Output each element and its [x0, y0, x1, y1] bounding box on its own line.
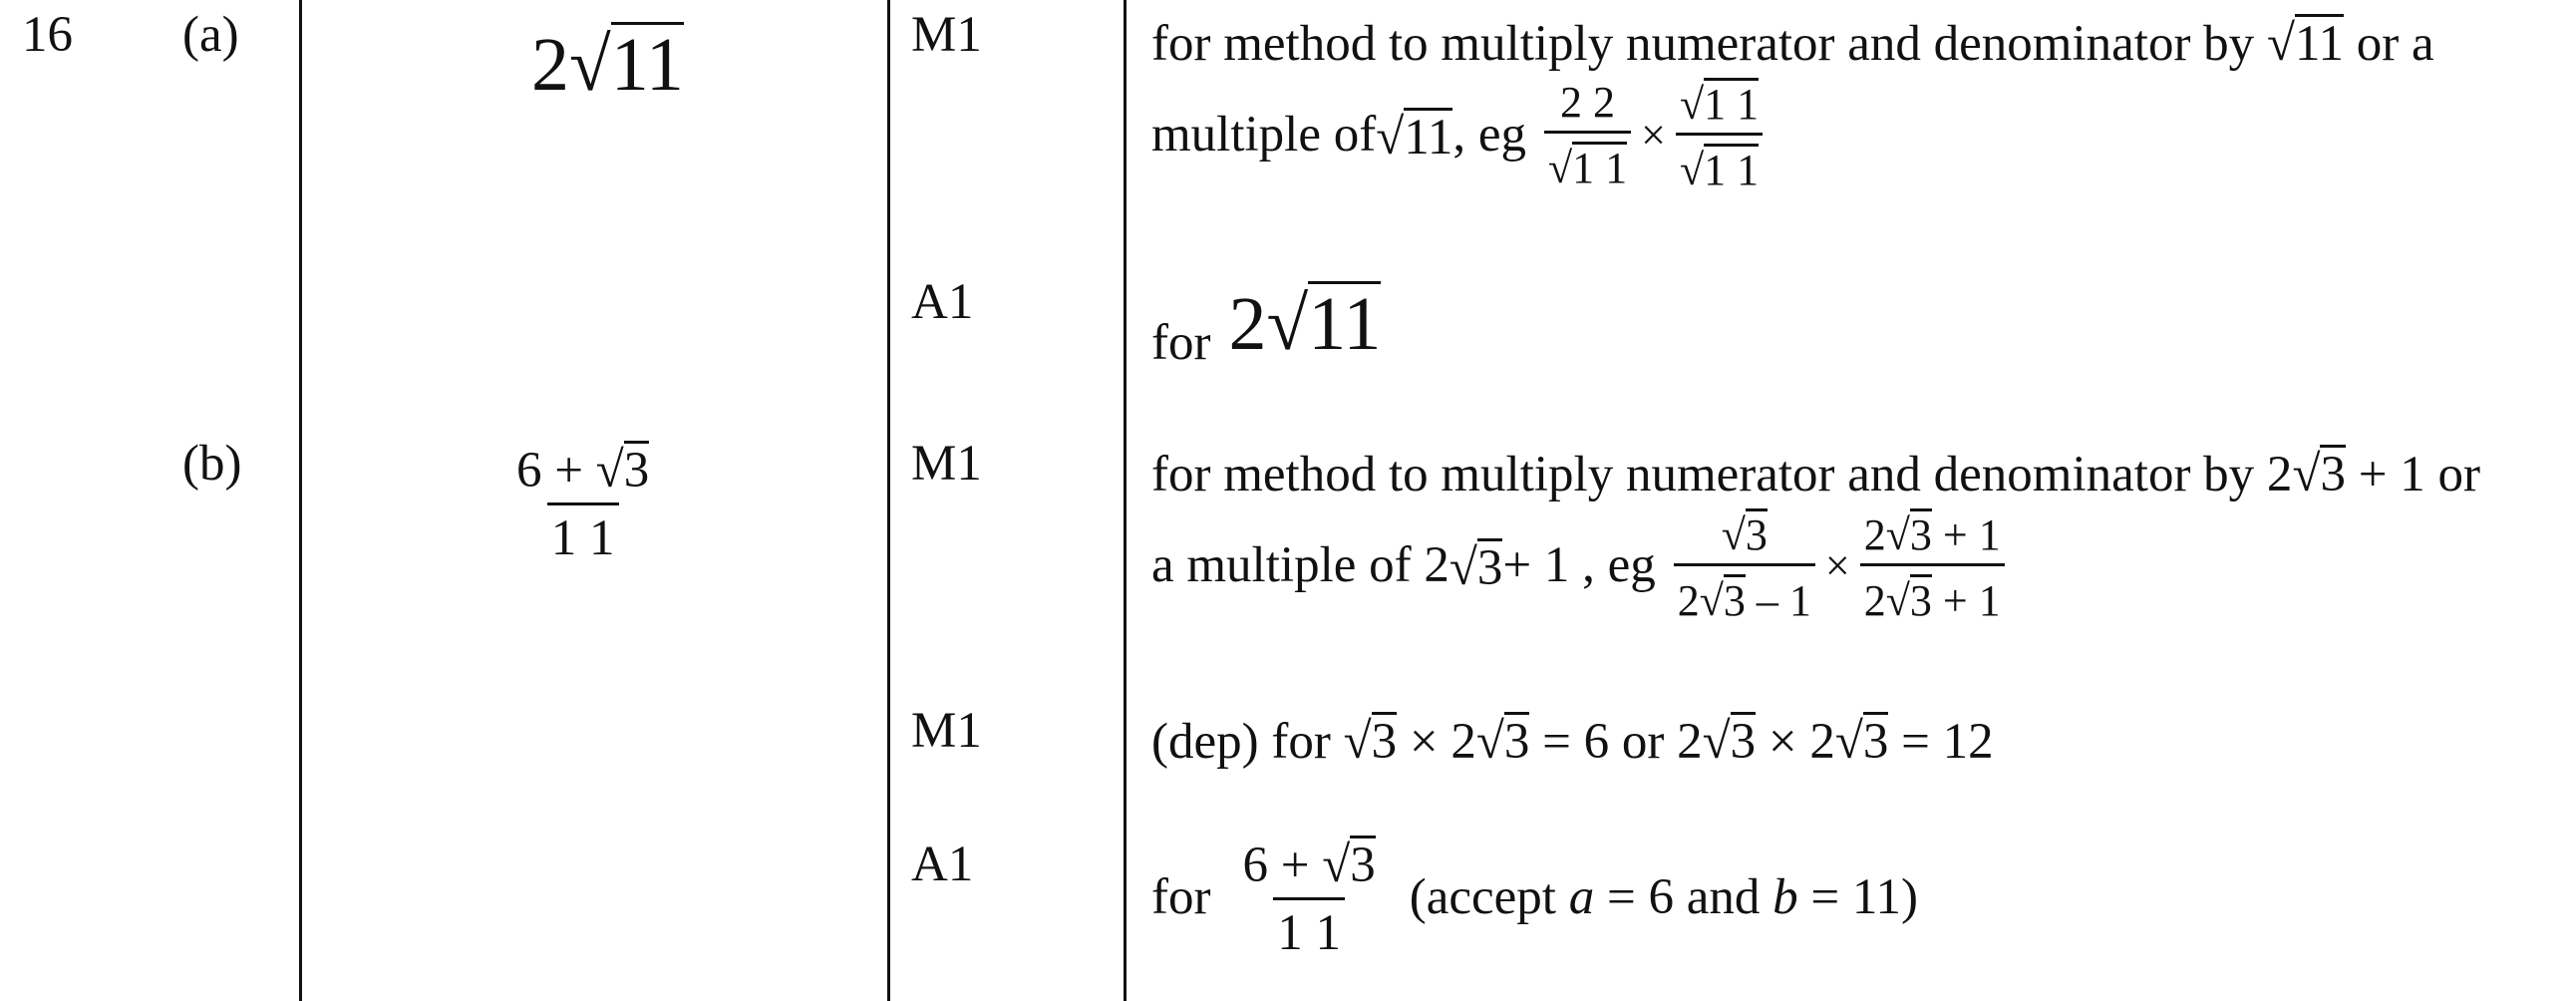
- part-a-answer-radical: [569, 22, 684, 107]
- radical-sign-icon: √: [1547, 143, 1573, 192]
- column-divider-1: [299, 0, 302, 1001]
- radical: [1322, 835, 1376, 891]
- part-a-mark-1-line-1: [1151, 14, 2434, 70]
- numerator: [1238, 835, 1379, 897]
- part-a-mark-1-code: M1: [911, 7, 982, 63]
- radical: [2267, 14, 2344, 70]
- accept-note: [1409, 868, 1918, 925]
- text: = 12: [1888, 714, 1994, 770]
- radical: [1703, 712, 1757, 768]
- eg-fraction-2: [1860, 508, 2005, 623]
- radicand: 11: [2294, 16, 2345, 72]
- radicand: 1 1: [1704, 146, 1760, 194]
- part-a-mark-1-line-2: [1151, 78, 1763, 192]
- column-divider-3: [1124, 0, 1127, 1001]
- radical: [1344, 712, 1398, 768]
- tail: + 1: [1931, 510, 2001, 559]
- part-a-mark-2-code: A1: [911, 274, 974, 330]
- tail: – 1: [1745, 576, 1811, 625]
- radical-sign-icon: √: [1702, 714, 1731, 770]
- part-b-mark-1-code: M1: [911, 436, 982, 492]
- coef: 2: [1677, 576, 1700, 625]
- text: = 11): [1797, 868, 1918, 925]
- text: for: [1151, 315, 1211, 371]
- coef: 2: [1863, 576, 1886, 625]
- text: for method to multiply numerator and denominator by: [1151, 16, 2267, 72]
- text: 6 +: [516, 443, 596, 499]
- radical-sign-icon: √: [1322, 837, 1351, 893]
- part-b-mark-3-code: A1: [911, 836, 974, 892]
- radical: [596, 441, 650, 497]
- radicand: 3: [2320, 447, 2346, 502]
- variable-a: a: [1568, 868, 1595, 925]
- radical: [1835, 712, 1889, 768]
- times-sign: ×: [1641, 110, 1666, 160]
- radical-sign-icon: √: [1721, 510, 1746, 559]
- part-b-answer: [512, 441, 653, 564]
- radicand: 1 1: [1572, 143, 1628, 192]
- text: × 2: [1756, 714, 1835, 770]
- radical: [1449, 538, 1503, 594]
- radical-sign-icon: √: [2266, 16, 2295, 72]
- part-b-mark-1-line-2: [1151, 508, 2005, 623]
- radical: [2292, 445, 2346, 500]
- text: or a: [2344, 16, 2434, 72]
- coef: 2: [1228, 282, 1267, 366]
- radical-sign-icon: √: [1475, 714, 1504, 770]
- radicand: 3: [1862, 714, 1889, 770]
- part-a-answer: [531, 22, 684, 107]
- radical-sign-icon: √: [1266, 282, 1309, 366]
- radicand: 3: [1909, 576, 1932, 625]
- radical: [1476, 712, 1530, 768]
- a1-fraction: [1238, 835, 1379, 959]
- radicand: 3: [1371, 714, 1398, 770]
- part-b-mark-1-line-1: [1151, 445, 2480, 500]
- math: [1228, 282, 1381, 366]
- text: , eg: [1452, 107, 1526, 163]
- text: multiple of: [1151, 107, 1377, 163]
- radical: [1722, 508, 1768, 557]
- column-divider-2: [887, 0, 890, 1001]
- eg-fraction-2: [1676, 78, 1763, 192]
- eg-fraction-2-denominator: [1676, 133, 1763, 192]
- text: = 6 or 2: [1529, 714, 1703, 770]
- radical-sign-icon: √: [1376, 109, 1405, 166]
- eg-fraction-2-numerator: [1676, 78, 1763, 133]
- text: (accept: [1409, 868, 1569, 925]
- radical-sign-icon: √: [1699, 576, 1724, 625]
- radical-sign-icon: √: [2292, 447, 2321, 502]
- denominator: 1 1: [547, 502, 619, 564]
- text: (dep) for: [1151, 714, 1344, 770]
- text: for method to multiply numerator and denominator by 2: [1151, 447, 2293, 502]
- variable-b: b: [1772, 868, 1798, 925]
- radical-sign-icon: √: [1679, 80, 1705, 129]
- text: = 6 and: [1594, 868, 1773, 925]
- eg-fraction-2-denominator: [1860, 563, 2005, 623]
- numerator: [512, 441, 653, 502]
- radical: [1700, 574, 1746, 623]
- radical: [1266, 281, 1382, 366]
- tail: + 1: [1931, 576, 2001, 625]
- eg-fraction-1: [1544, 77, 1631, 192]
- radicand: 3: [1350, 837, 1376, 893]
- text: a multiple of 2: [1151, 537, 1449, 593]
- radical-sign-icon: √: [1885, 576, 1910, 625]
- radicand: 3: [1909, 510, 1932, 559]
- times-sign: ×: [1824, 540, 1850, 590]
- radical: [1680, 78, 1759, 127]
- eg-fraction-1-numerator: [1718, 508, 1771, 563]
- radicand: 1 1: [1704, 80, 1760, 129]
- part-a-answer-coef: 2: [531, 23, 569, 107]
- part-b-mark-2-detail: [1151, 712, 1994, 768]
- part-b-answer-fraction: [512, 441, 653, 564]
- radicand: 11: [1404, 109, 1453, 166]
- radical-sign-icon: √: [1449, 539, 1477, 596]
- eg-fraction-1-denominator: [1544, 131, 1631, 190]
- radicand: 3: [623, 443, 650, 499]
- part-a-mark-2-detail: [1151, 281, 1382, 371]
- part-a-label: (a): [182, 7, 239, 63]
- radicand: 3: [1730, 714, 1757, 770]
- part-b-label: (b): [182, 436, 242, 492]
- radicand: 3: [1503, 714, 1530, 770]
- radicand: 11: [1308, 282, 1382, 366]
- radical-sign-icon: √: [1679, 146, 1705, 194]
- question-number: 16: [22, 7, 73, 63]
- eg-fraction-2-numerator: [1860, 508, 2005, 563]
- radical: [1886, 574, 1932, 623]
- radical-sign-icon: √: [595, 443, 624, 499]
- text: × 2: [1397, 714, 1476, 770]
- radical-sign-icon: √: [569, 23, 611, 107]
- radical-sign-icon: √: [1885, 510, 1910, 559]
- text: + 1 or: [2345, 447, 2480, 502]
- radical: [1548, 142, 1627, 190]
- text: 6 +: [1242, 837, 1323, 893]
- part-b-mark-3-detail: [1151, 835, 1918, 959]
- radical-sign-icon: √: [1343, 714, 1372, 770]
- radical: [1680, 144, 1759, 192]
- part-b-mark-2-code: M1: [911, 703, 982, 759]
- denominator: 1 1: [1273, 897, 1345, 959]
- radicand: 3: [1476, 539, 1503, 596]
- part-a-answer-radicand: 11: [610, 23, 684, 107]
- eg-fraction-1-numerator: 2 2: [1560, 77, 1616, 127]
- text: + 1 , eg: [1502, 537, 1656, 593]
- eg-fraction-1-denominator: [1674, 563, 1815, 623]
- text: for: [1151, 868, 1211, 925]
- radicand: 3: [1723, 576, 1746, 625]
- radicand: 3: [1745, 510, 1768, 559]
- radical: [1886, 508, 1932, 557]
- coef: 2: [1863, 510, 1886, 559]
- eg-fraction-1: [1674, 508, 1815, 623]
- radical-sign-icon: √: [1834, 714, 1863, 770]
- radical: [1376, 108, 1452, 164]
